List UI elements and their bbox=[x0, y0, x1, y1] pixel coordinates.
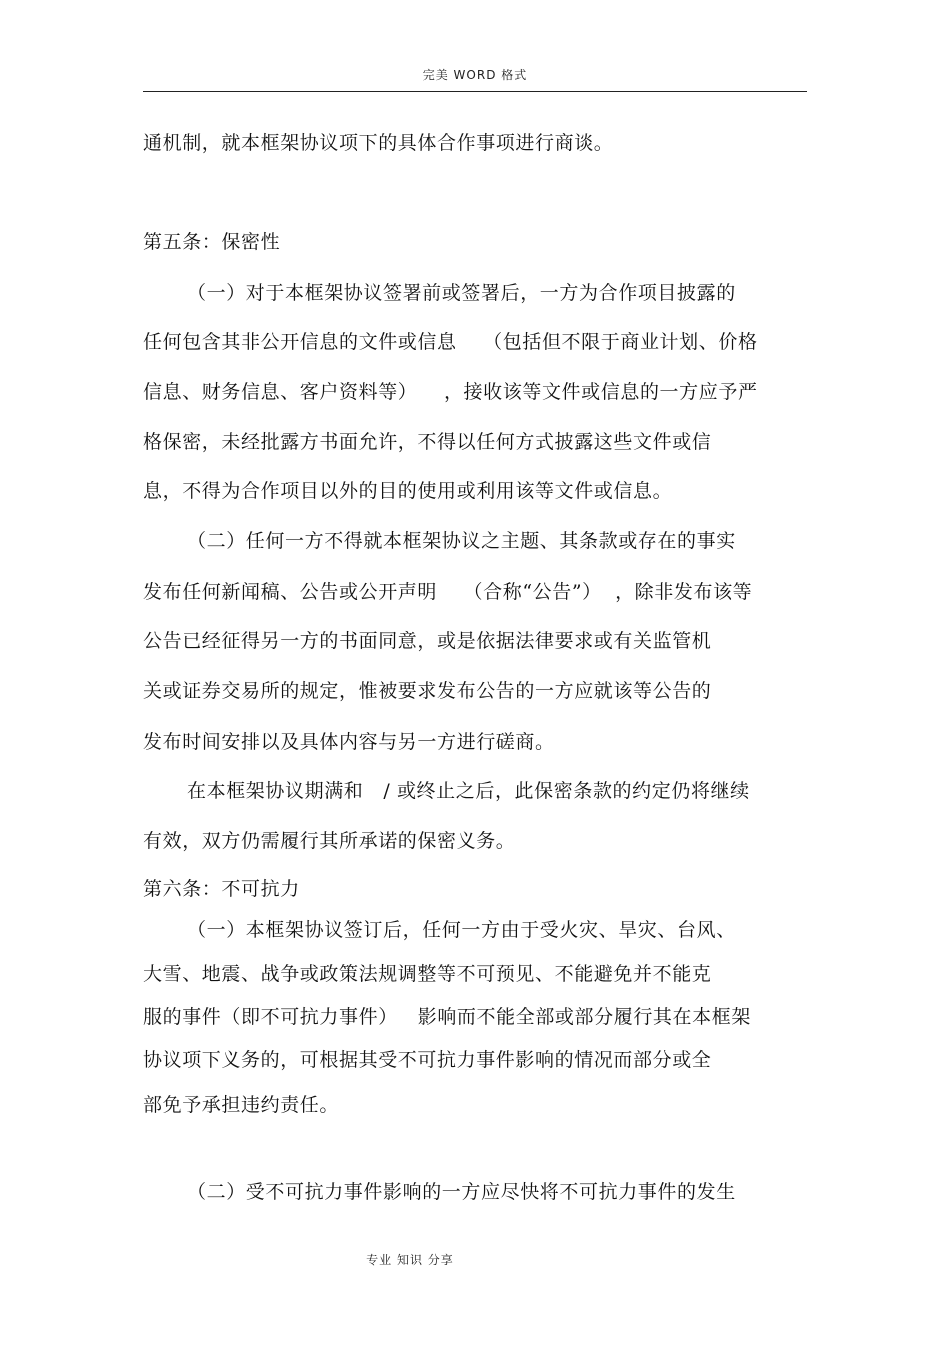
body-line: 有效，双方仍需履行其所承诺的保密义务。 bbox=[143, 830, 516, 852]
section-heading: 第六条：不可抗力 bbox=[143, 878, 300, 900]
body-line: 协议项下义务的，可根据其受不可抗力事件影响的情况而部分或全 bbox=[143, 1049, 712, 1071]
body-line: 任何包含其非公开信息的文件或信息 （包括但不限于商业计划、价格 bbox=[143, 331, 758, 353]
body-line: （一）本框架协议签订后，任何一方由于受火灾、旱灾、台风、 bbox=[187, 919, 736, 941]
body-line: 格保密，未经批露方书面允许，不得以任何方式披露这些文件或信 bbox=[143, 431, 712, 453]
page-footer: 专业 知识 分享 bbox=[366, 1253, 454, 1267]
body-line: 关或证券交易所的规定，惟被要求发布公告的一方应就该等公告的 bbox=[143, 680, 712, 702]
body-line: 在本框架协议期满和 / 或终止之后，此保密条款的约定仍将继续 bbox=[187, 780, 750, 802]
body-line: （二）任何一方不得就本框架协议之主题、其条款或存在的事实 bbox=[187, 530, 736, 552]
body-line: 发布任何新闻稿、公告或公开声明 （合称“公告”） ，除非发布该等 bbox=[143, 581, 753, 603]
body-line: 部免予承担违约责任。 bbox=[143, 1094, 340, 1116]
section-heading: 第五条：保密性 bbox=[143, 231, 281, 253]
body-line: 息，不得为合作项目以外的目的使用或利用该等文件或信息。 bbox=[143, 480, 673, 502]
body-line: 通机制，就本框架协议项下的具体合作事项进行商谈。 bbox=[143, 132, 614, 154]
body-line: （二）受不可抗力事件影响的一方应尽快将不可抗力事件的发生 bbox=[187, 1181, 736, 1203]
body-line: 发布时间安排以及具体内容与另一方进行磋商。 bbox=[143, 731, 555, 753]
body-line: 大雪、地震、战争或政策法规调整等不可预见、不能避免并不能克 bbox=[143, 963, 712, 985]
header-rule bbox=[143, 91, 807, 92]
page-header: 完美 WORD 格式 bbox=[422, 68, 528, 82]
body-line: 信息、财务信息、客户资料等） ，接收该等文件或信息的一方应予严 bbox=[143, 381, 758, 403]
body-line: （一）对于本框架协议签署前或签署后，一方为合作项目披露的 bbox=[187, 282, 736, 304]
body-line: 服的事件（即不可抗力事件） 影响而不能全部或部分履行其在本框架 bbox=[143, 1006, 751, 1028]
body-line: 公告已经征得另一方的书面同意，或是依据法律要求或有关监管机 bbox=[143, 630, 712, 652]
